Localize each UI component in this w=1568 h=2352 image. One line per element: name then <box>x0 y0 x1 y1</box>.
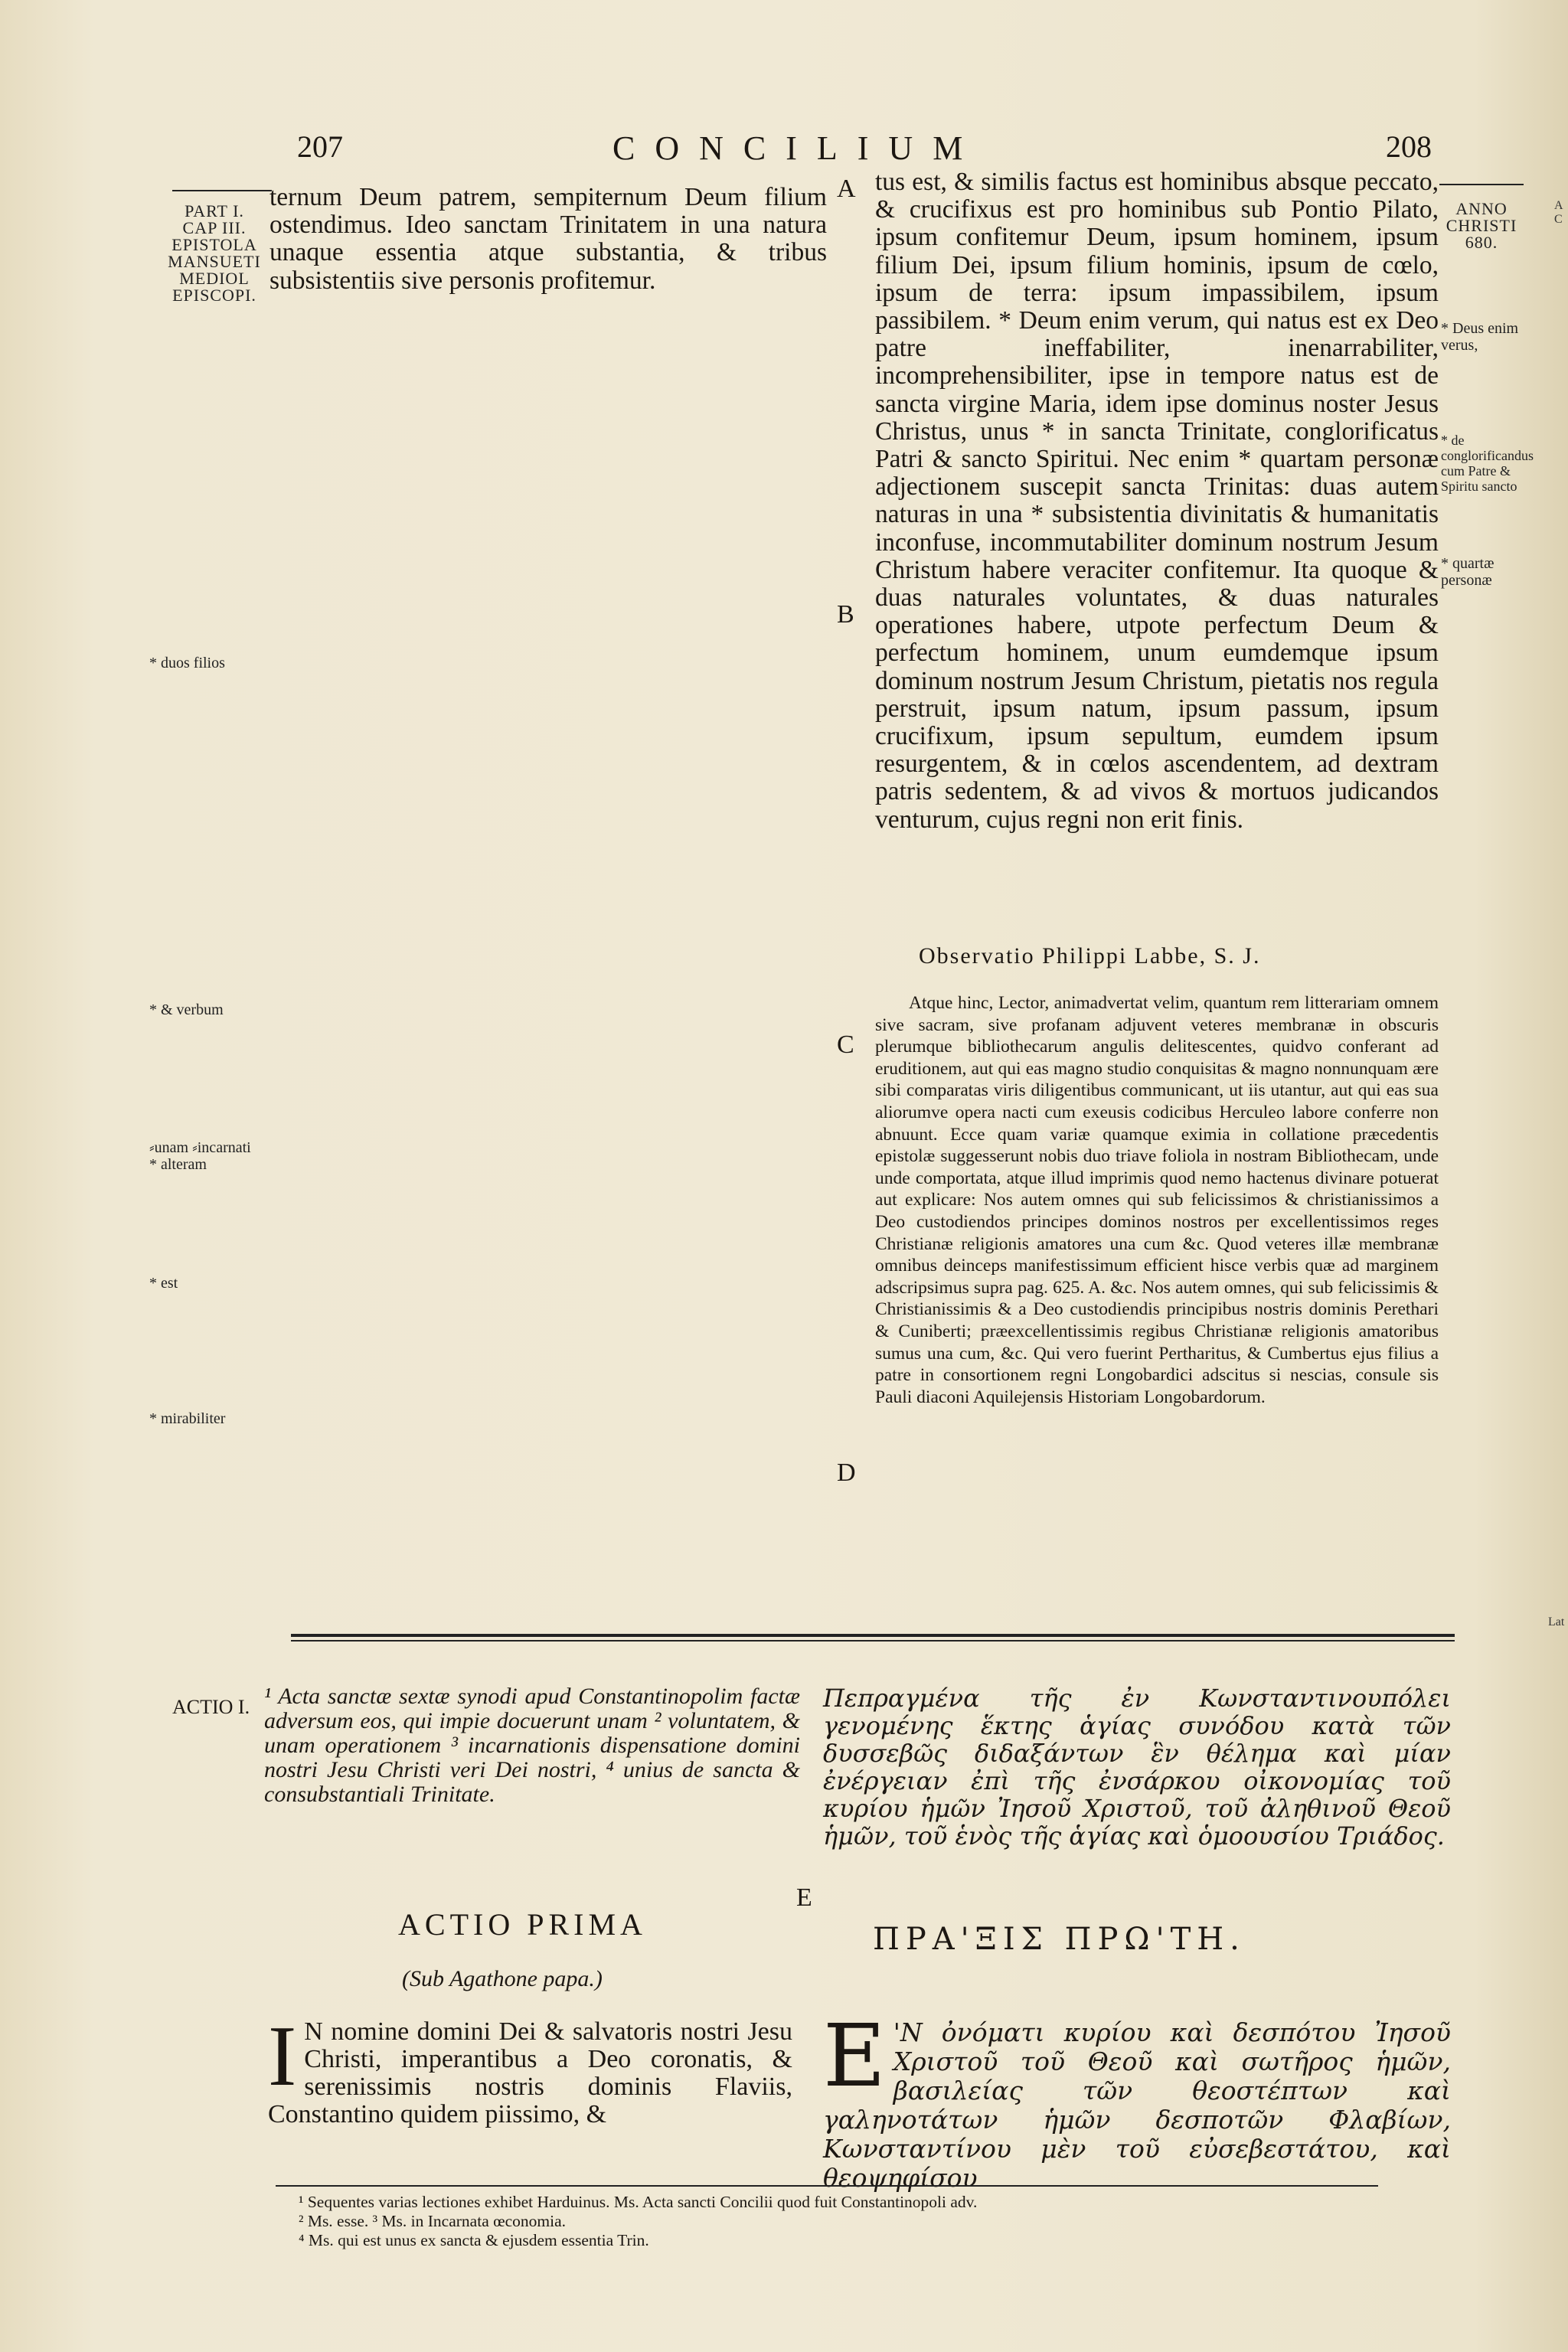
acta-latin-body <box>268 2009 792 2128</box>
margin-head-line: CHRISTI <box>1446 216 1517 235</box>
footnotes <box>299 2193 1409 2250</box>
margin-head-line: PART I. <box>185 201 244 220</box>
section-divider-thin <box>291 1640 1455 1642</box>
margin-head-line: EPISCOPI. <box>172 286 256 305</box>
left-text-column <box>270 184 827 295</box>
footnote: ² Ms. esse. ³ Ms. in Incarnata œconomia. <box>299 2212 567 2230</box>
acta-greek-body <box>823 2007 1451 2193</box>
sub-agathone-subtitle: (Sub Agathone papa.) <box>402 1966 603 1991</box>
actio-label: ACTIO I. <box>172 1696 250 1718</box>
section-divider <box>291 1634 1455 1637</box>
observatio-title: Observatio Philippi Labbe, S. J. <box>919 943 1261 969</box>
header-rule-left <box>172 190 272 191</box>
margin-note-unam-incarnati: ⸗unam ⸗incarnati * alteram <box>149 1139 251 1173</box>
margin-note-deus-enim: * Deus enim verus, <box>1441 320 1519 354</box>
drop-cap: I <box>268 2009 297 2104</box>
section-mark-c: C <box>837 1031 854 1059</box>
running-title: CONCILIUM <box>612 129 983 167</box>
margin-head-line: MEDIOL <box>179 269 250 288</box>
observatio-body <box>875 992 1439 1408</box>
section-mark-d: D <box>837 1459 856 1487</box>
page-number-left: 207 <box>297 129 343 164</box>
margin-note-quartae: * quartæ personæ <box>1441 555 1494 589</box>
margin-note-verbum: * & verbum <box>149 1001 224 1018</box>
section-mark-e: E <box>796 1883 812 1912</box>
observatio-paragraph: Atque hinc, Lector, animadvertat velim, quantum rem litterariam omnem sive sacram, sive profanam adjuvent veteres membranæ in obscuris plerumque bibliothecarum angulis delitescentes, quidvo conferant ad eruditionem, aut qui eas magno studio conquisitas & magno nonnunquam ære sibi comparatas viris diligentibus communicant, ut iis utantur, aut qui eas sua aliorumve opera nacti cum exeusis codicibus Herculeo labore conferre non abnuunt. Ecce quam variæ quamque eximia in collatione præcedentis epistolæ suggesserunt nobis duo triave foliola in nostram Bibliothecam, unde unde comportata, atque illud imprimis quod nemo hactenus divinare potuerat aut explicare: Nos autem omnes qui sub felicissimos & christianissimos a Deo custodiendos principes dominos nostros per excellentissimos reges Christianæ religionis amatores una cum &c. Quod veteres illæ membranæ omnibus deinceps manifestissimum efficient hisce verbis quæ ad marginem adscripsimus supra pag. 625. A. &c. Nos autem omnes, qui sub felicissimis & Christianissimis & a Deo custodiendis principibus nostris dominis Perethari & Cuniberti; præexcellentissimis regibus Christianæ religionis amatoribus sumus una cum, &c. Qui vero fuerint Pertharitus, & Cumbertus ejus filius a patre in consortionem regni Longobardici adscitus si nescias, consule sis Pauli diaconi Aquilejensis Historiam Longobardorum. <box>875 993 1439 1407</box>
section-mark-a: A <box>837 175 856 203</box>
right-text-column <box>875 168 1439 834</box>
drop-cap: E <box>823 2007 886 2106</box>
acta-latin-heading: ¹ Acta sanctæ sextæ synodi apud Constantinopolim factæ adversum eos, qui impie docuerunt unam ² voluntatem, & unam operationem ³ incarnationis dispensatione domini nostri Jesu Christi veri Dei nostri, ⁴ unius de sancta & consubstantiali Trinitate. <box>264 1684 800 1807</box>
page-number-right: 208 <box>1386 129 1432 164</box>
acta-greek-heading: Πεπραγμένα τῆς ἐν Κωνσταντινουπόλει γενομένης ἕκτης ἁγίας συνόδου κατὰ τῶν δυσσεβῶς διδαξάντων ἓν θέλημα καὶ μίαν ἐνέργειαν ἐπὶ τῆς ἐνσάρκου οἰκονομίας τοῦ κυρίου ἡμῶν Ἰησοῦ Χριστοῦ, τοῦ ἀληθινοῦ Θεοῦ ἡμῶν, τοῦ ἑνὸς τῆς ἁγίας καὶ ὁμοουσίου Τριάδος. <box>823 1684 1451 1851</box>
left-margin-heading <box>157 203 272 304</box>
margin-note-mirabiliter: * mirabiliter <box>149 1410 226 1427</box>
margin-head-line: EPISTOLA <box>172 235 257 254</box>
margin-note-est: * est <box>149 1275 178 1292</box>
latin-body-text: N nomine domini Dei & salvatoris nostri Jesu Christi, imperantibus a Deo coronatis, & serenissimis nostris dominis Flaviis, Constantino quidem piissimo, & <box>268 2017 792 2128</box>
margin-note-conglorificandus: * de conglorificandus cum Patre & Spiritu sancto <box>1441 433 1534 494</box>
actio-prima-title: ACTIO PRIMA <box>398 1907 647 1942</box>
footnote: ⁴ Ms. qui est unus ex sancta & ejusdem essentia Trin. <box>299 2231 649 2249</box>
footnote-separator <box>276 2185 1378 2187</box>
praxis-prote-title: ΠΡΑ'ΞΙΣ ΠΡΩ'ΤΗ. <box>873 1922 1246 1957</box>
margin-head-line: 680. <box>1465 233 1498 252</box>
greek-body-text: 'N ὀνόματι κυρίου καὶ δεσπότου Ἰησοῦ Χριστοῦ τοῦ Θεοῦ καὶ σωτῆρος ἡμῶν, βασιλείας τῶν θεοστέπτων καὶ γαληνοτάτων ἡμῶν δεσποτῶν Φλαβίων, Κωνσταντίνου μὲν τοῦ εὐσεβεστάτου, καὶ θεοψηφίσου <box>823 2017 1451 2193</box>
edge-mark-top: A C <box>1554 199 1563 226</box>
margin-note-duos-filios: * duos filios <box>149 655 225 671</box>
right-margin-heading <box>1439 201 1524 251</box>
section-mark-b: B <box>837 600 854 629</box>
edge-mark-mid: Lat <box>1548 1615 1565 1628</box>
footnote: ¹ Sequentes varias lectiones exhibet Harduinus. Ms. Acta sancti Concilii quod fuit Constantinopoli adv. <box>299 2193 978 2211</box>
header-rule-right <box>1439 184 1524 185</box>
paragraph: ternum Deum patrem, sempiternum Deum filium ostendimus. Ideo sanctam Trinitatem in una natura unaque essentia atque substantia, & tribus subsistentiis sive personis profitemur. <box>270 183 827 295</box>
margin-head-line: CAP III. <box>182 218 247 237</box>
margin-head-line: MANSUETI <box>168 252 261 271</box>
paragraph: tus est, & similis factus est hominibus absque peccato, & crucifixus est pro hominibus sub Pontio Pilato, ipsum confitemur Deum, ipsum hominem, ipsum filium Dei, ipsum filium hominis, ipsum de cœlo, ipsum de terra: ipsum impassibilem, ipsum passibilem. * Deum enim verum, qui natus est ex Deo patre ineffabiliter, inenarrabiliter, incomprehensibiliter, ipse in tempore natus est de sancta virgine Maria, idem ipse dominus noster Jesus Christus, unus * in sancta Trinitate, conglorificatus Patri & sancto Spiritui. Nec enim * quartam personæ adjectionem suscepit sancta Trinitas: duas autem naturas in una * subsistentia divinitatis & humanitatis inconfuse, incommutabiliter dominum nostrum Jesum Christum habere veraciter confitemur. Ita quoque & duas naturales voluntates, & duas naturales operationes habere, utpote perfectum Deum & perfectum hominem, unum eumdemque ipsum dominum nostrum Jesum Christum, pietatis nos regula perstruit, ipsum natum, ipsum passum, ipsum crucifixum, ipsum sepultum, eumdem ipsum resurgentem, & in cœlos ascendentem, ad dextram patris sedentem, & ad vivos & mortuos judicandos venturum, cujus regni non erit finis. <box>875 168 1439 834</box>
margin-head-line: ANNO <box>1455 199 1508 218</box>
